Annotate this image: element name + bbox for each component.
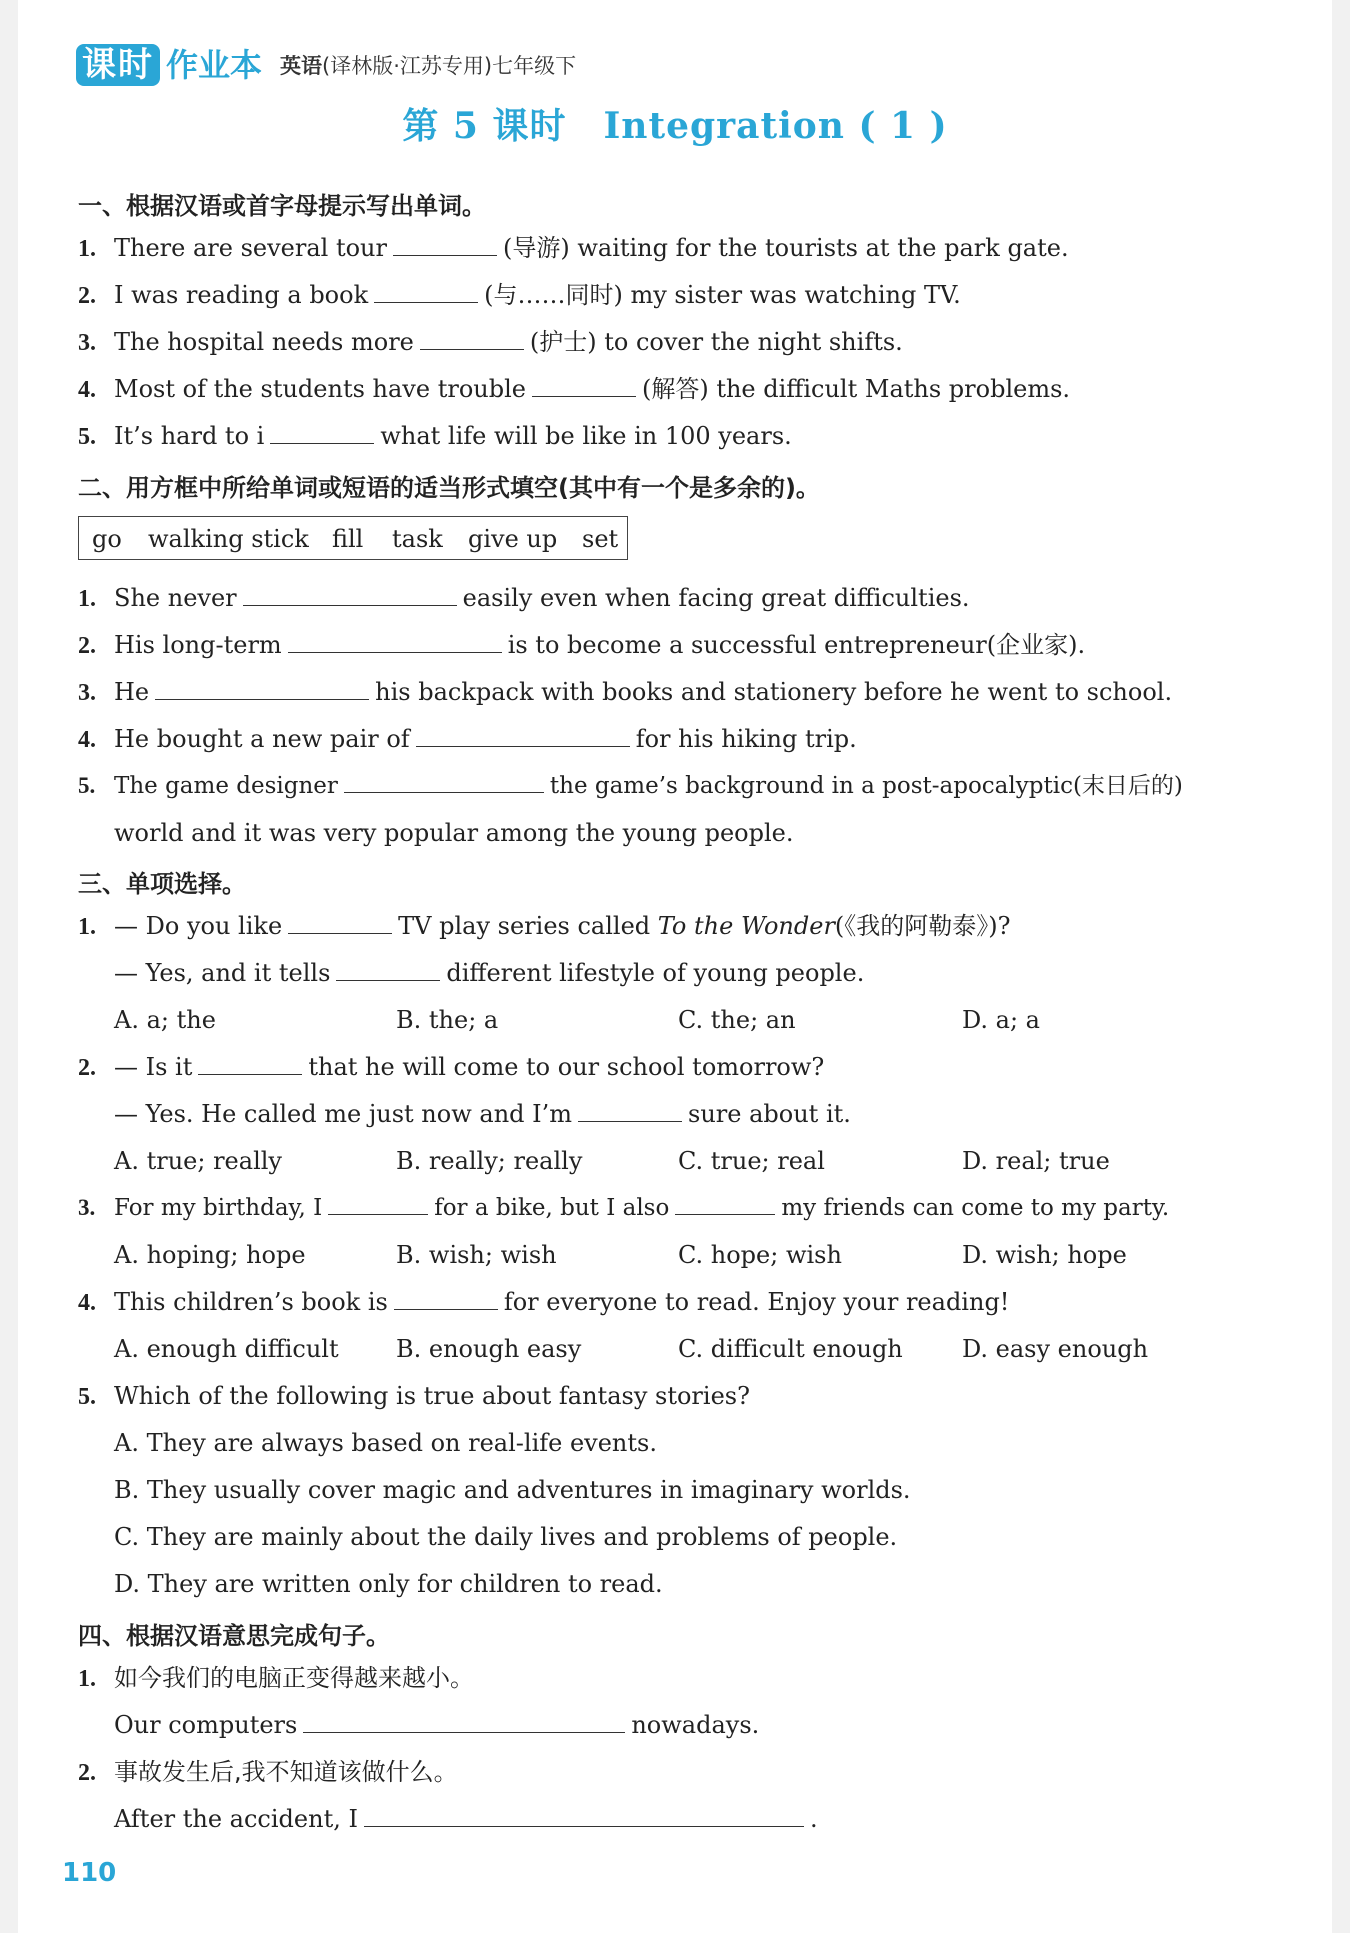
page-edge-left — [0, 0, 18, 1933]
section3-title: 三、单项选择。 — [78, 870, 246, 898]
edition: (译林版·江苏专用)七年级下 — [322, 54, 577, 78]
s2-item-5-cont: world and it was very popular among the young people. — [114, 819, 794, 847]
option-a[interactable]: A. a; the — [114, 1006, 216, 1034]
tv-series-title: To the Wonder — [657, 912, 835, 940]
answer-blank[interactable] — [344, 772, 544, 793]
option-c[interactable]: C. true; real — [678, 1147, 825, 1175]
s2-item-4: 4. He bought a new pair of for his hiking trip. — [78, 725, 857, 753]
page-edge-right — [1332, 0, 1350, 1933]
s2-item-3: 3. He his backpack with books and stationery before he went to school. — [78, 678, 1173, 706]
s2-item-1: 1. She never easily even when facing great difficulties. — [78, 584, 970, 612]
s3-q2-line1: 2. — Is it that he will come to our school tomorrow? — [78, 1053, 825, 1081]
s3-q2-line2: — Yes. He called me just now and I’m sure about it. — [114, 1100, 851, 1128]
option-b[interactable]: B. the; a — [396, 1006, 499, 1034]
s3-q1-line1: 1. — Do you like TV play series called To the Wonder(《我的阿勒泰》)? — [78, 912, 1011, 940]
option-a[interactable]: A. hoping; hope — [114, 1241, 306, 1269]
s1-item-3: 3. The hospital needs more (护士) to cover the night shifts. — [78, 328, 903, 356]
page-header — [76, 42, 576, 86]
s4-item-1-cn: 1. 如今我们的电脑正变得越来越小。 — [78, 1664, 474, 1692]
s3-q1-line2: — Yes, and it tells different lifestyle of young people. — [114, 959, 865, 987]
word-box-item: task — [392, 525, 443, 553]
s4-item-2-en: After the accident, I . — [114, 1805, 818, 1833]
answer-blank[interactable] — [532, 376, 636, 397]
answer-blank[interactable] — [420, 329, 524, 350]
word-box-item: give up — [468, 525, 558, 553]
option-a[interactable]: A. true; really — [114, 1147, 282, 1175]
option-b[interactable]: B. enough easy — [396, 1335, 582, 1363]
s1-item-2: 2. I was reading a book (与……同时) my sister was watching TV. — [78, 281, 961, 309]
section2-title: 二、用方框中所给单词或短语的适当形式填空(其中有一个是多余的)。 — [78, 474, 820, 502]
option-d[interactable]: D. real; true — [962, 1147, 1110, 1175]
answer-blank[interactable] — [374, 282, 478, 303]
answer-blank[interactable] — [675, 1194, 775, 1215]
s4-item-2-cn: 2. 事故发生后,我不知道该做什么。 — [78, 1758, 458, 1786]
page-number: 110 — [62, 1858, 117, 1888]
answer-blank[interactable] — [243, 585, 457, 606]
word-box-item: go — [92, 525, 122, 553]
option-c[interactable]: C. difficult enough — [678, 1335, 903, 1363]
answer-blank[interactable] — [578, 1101, 682, 1122]
option-a[interactable]: A. enough difficult — [114, 1335, 339, 1363]
option-c[interactable]: C. hope; wish — [678, 1241, 842, 1269]
logo-main: 课时 — [76, 44, 160, 86]
s3-q3-line1: 3. For my birthday, I for a bike, but I also my friends can come to my party. — [78, 1195, 1170, 1221]
word-box-item: set — [582, 525, 619, 553]
s2-item-2: 2. His long-term is to become a successful entrepreneur(企业家). — [78, 631, 1086, 659]
answer-blank[interactable] — [416, 726, 630, 747]
s4-item-1-en: Our computers nowadays. — [114, 1711, 760, 1739]
section1-title: 一、根据汉语或首字母提示写出单词。 — [78, 192, 486, 220]
subject: 英语 — [280, 54, 323, 78]
option-c[interactable]: C. They are mainly about the daily lives and problems of people. — [114, 1523, 898, 1551]
lesson-title: 第 5 课时 Integration ( 1 ) — [402, 105, 948, 147]
answer-blank[interactable] — [303, 1712, 625, 1733]
section4-title: 四、根据汉语意思完成句子。 — [78, 1622, 390, 1650]
answer-blank[interactable] — [336, 960, 440, 981]
option-d[interactable]: D. wish; hope — [962, 1241, 1127, 1269]
book-logo — [76, 44, 262, 86]
option-c[interactable]: C. the; an — [678, 1006, 796, 1034]
option-b[interactable]: B. wish; wish — [396, 1241, 557, 1269]
logo-rest: 作业本 — [166, 46, 263, 84]
s2-item-5: 5. The game designer the game’s background in a post-apocalyptic(末日后的) — [78, 773, 1183, 799]
answer-blank[interactable] — [364, 1806, 804, 1827]
option-d[interactable]: D. a; a — [962, 1006, 1040, 1034]
s1-item-4: 4. Most of the students have trouble (解答) the difficult Maths problems. — [78, 375, 1071, 403]
option-a[interactable]: A. They are always based on real-life events. — [114, 1429, 657, 1457]
s1-item-5: 5. It’s hard to i what life will be like in 100 years. — [78, 422, 792, 450]
answer-blank[interactable] — [328, 1194, 428, 1215]
answer-blank[interactable] — [288, 913, 392, 934]
s3-q5-line1: 5. Which of the following is true about fantasy stories? — [78, 1382, 750, 1410]
answer-blank[interactable] — [198, 1054, 302, 1075]
option-b[interactable]: B. They usually cover magic and adventures in imaginary worlds. — [114, 1476, 911, 1504]
option-b[interactable]: B. really; really — [396, 1147, 583, 1175]
header-subtitle — [280, 46, 576, 86]
answer-blank[interactable] — [393, 235, 497, 256]
answer-blank[interactable] — [394, 1289, 498, 1310]
option-d[interactable]: D. They are written only for children to read. — [114, 1570, 663, 1598]
s3-q4-line1: 4. This children’s book is for everyone to read. Enjoy your reading! — [78, 1288, 1010, 1316]
s1-item-1: 1. There are several tour (导游) waiting for the tourists at the park gate. — [78, 234, 1069, 262]
word-box-item: walking stick — [148, 525, 309, 553]
word-box-item: fill — [332, 525, 364, 553]
option-d[interactable]: D. easy enough — [962, 1335, 1149, 1363]
answer-blank[interactable] — [288, 632, 502, 653]
answer-blank[interactable] — [270, 423, 374, 444]
answer-blank[interactable] — [155, 679, 369, 700]
